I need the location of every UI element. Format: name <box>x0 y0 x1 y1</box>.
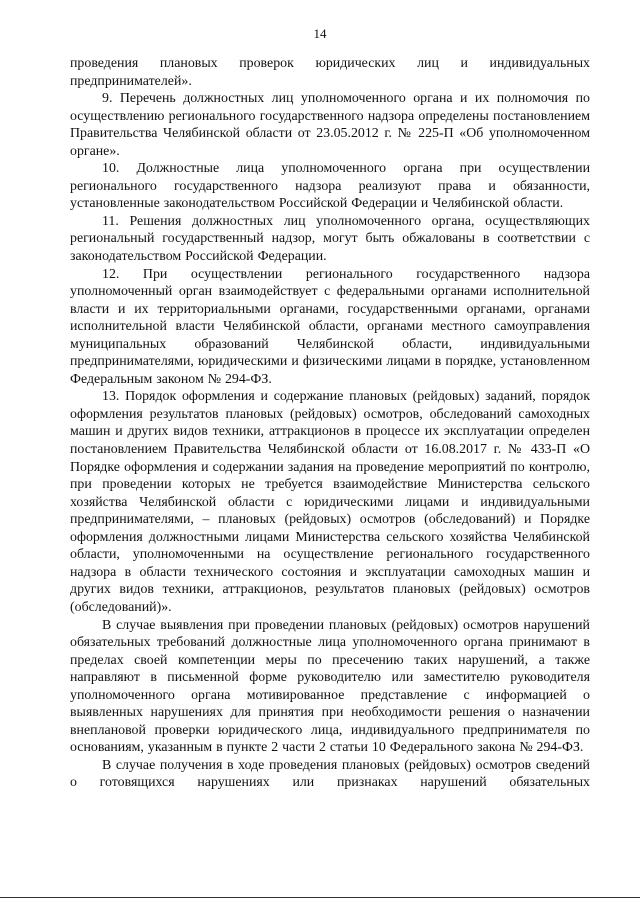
paragraph-9: 9. Перечень должностных лиц уполномоченного органа и их полномочия по осуществлению регионального государственного надзора определены постановлением Правительства Челябинской области от 23.05.2012 г. № 225-П «Об уполномоченном органе». <box>70 91 590 159</box>
paragraph-13: 13. Порядок оформления и содержание плановых (рейдовых) заданий, порядок оформления результатов плановых (рейдовых) осмотров, обследований самоходных машин и других видов техники, аттракционов в процессе их эксплуатации определен постановлением Правительства Челябинской области от 16.08.2017 г. № 433-П «О Порядке оформления и содержании задания на проведение мероприятий по контролю, при проведении которых не требуется взаимодействие Министерства сельского хозяйства Челябинской области с юридическими лицами и индивидуальными предпринимателями, – плановых (рейдовых) осмотров (обследований) и Порядке оформления должностными лицами Министерства сельского хозяйства Челябинской области, уполномоченными на осуществление регионального государственного надзора в области технического состояния и эксплуатации самоходных машин и других видов техники, аттракционов, результатов плановых (рейдовых) осмотров (обследований)». <box>70 389 590 615</box>
paragraph-10: 10. Должностные лица уполномоченного органа при осуществлении регионального государственного надзора реализуют права и обязанности, установленные законодательством Российской Федерации и Челябинской области. <box>70 161 590 212</box>
paragraph-12: 12. При осуществлении регионального государственного надзора уполномоченный орган взаимодействует с федеральными органами исполнительной власти и их территориальными органами, государственными органами, органами исполнительной власти Челябинской области, органами местного самоуправления муниципальных образований Челябинской области, индивидуальными предпринимателями, юридическими и физическими лицами в порядке, установленном Федеральным законом № 294-ФЗ. <box>70 266 590 387</box>
bottom-rule <box>0 897 640 898</box>
document-body <box>70 55 590 792</box>
page-number: 14 <box>313 26 327 41</box>
paragraph-violations: В случае выявления при проведении плановых (рейдовых) осмотров нарушений обязательных требований должностные лица уполномоченного органа принимают в пределах своей компетенции меры по пресечению таких нарушений, а также направляют в письменной форме руководителю или заместителю руководителя уполномоченного органа мотивированное представление с информацией о выявленных нарушениях для принятия при необходимости решения о назначении внеплановой проверки юридического лица, индивидуального предпринимателя по основаниям, указанным в пункте 2 части 2 статьи 10 Федерального закона № 294-ФЗ. <box>70 617 590 756</box>
paragraph-receiving-info: В случае получения в ходе проведения плановых (рейдовых) осмотров сведений о готовящихся нарушениях или признаках нарушений обязательных <box>70 757 590 791</box>
paragraph-continuation: проведения плановых проверок юридических лиц и индивидуальных предпринимателей». <box>70 56 590 89</box>
paragraph-11: 11. Решения должностных лиц уполномоченного органа, осуществляющих региональный государственный надзор, могут быть обжалованы в соответствии с законодательством Российской Федерации. <box>70 213 590 265</box>
